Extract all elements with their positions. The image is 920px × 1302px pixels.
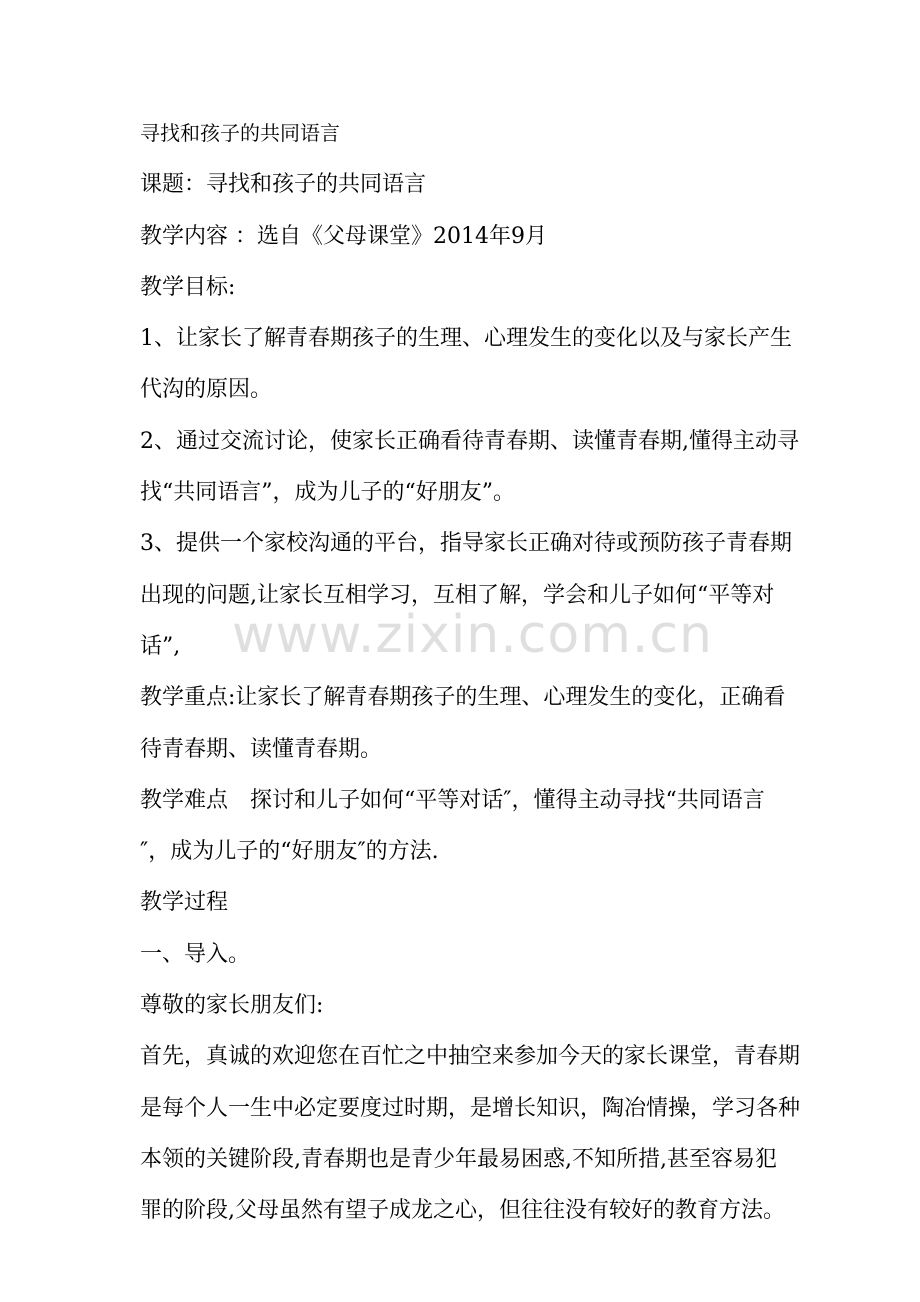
document-title: 寻找和孩子的共同语言	[140, 121, 340, 145]
goals-heading: 教学目标:	[140, 274, 236, 300]
key-point-line-2: 待青春期、读懂青春期。	[140, 736, 383, 762]
goal-2-line-2: 找“共同语言”，成为儿子的“好朋友”。	[140, 480, 515, 506]
goal-2-line-1: 2、通过交流讨论，使家长正确看待青春期、读懂青春期,懂得主动寻	[140, 428, 799, 454]
watermark: www.zixin.com.cn	[232, 605, 713, 665]
goal-1-line-2: 代沟的原因。	[140, 377, 273, 403]
difficulty-line-1: 教学难点 探讨和儿子如何“平等对话″，懂得主动寻找“共同语言	[140, 787, 765, 813]
goal-1-line-1: 1、让家长了解青春期孩子的生理、心理发生的变化以及与家长产生	[140, 326, 792, 352]
difficulty-line-2: ″，成为儿子的“好朋友″的方法.	[140, 839, 439, 865]
paragraph-line-4: 罪的阶段,父母虽然有望子成龙之心，但往往没有较好的教育方法。	[140, 1198, 785, 1224]
section-1-heading: 一、导入。	[140, 941, 251, 967]
topic-line: 课题：寻找和孩子的共同语言	[140, 172, 427, 198]
content-line: 教学内容 ：选自《父母课堂》2014年9月	[140, 223, 547, 249]
document-body	[140, 118, 801, 1227]
greeting-line: 尊敬的家长朋友们:	[140, 993, 324, 1019]
process-heading: 教学过程	[140, 890, 229, 916]
goal-3-line-2: 出现的问题,让家长互相学习，互相了解，学会和儿子如何“平等对	[140, 582, 775, 608]
paragraph-line-3: 本领的关键阶段,青春期也是青少年最易困惑,不知所措,甚至容易犯	[140, 1146, 777, 1172]
key-point-line-1: 教学重点:让家长了解青春期孩子的生理、心理发生的变化，正确看	[140, 685, 786, 711]
paragraph-line-2: 是每个人一生中必定要度过时期，是增长知识，陶冶情操，学习各种	[140, 1095, 801, 1121]
goal-3-line-1: 3、提供一个家校沟通的平台，指导家长正确对待或预防孩子青春期	[140, 531, 792, 557]
goal-3-line-3: 话”,	[140, 633, 181, 659]
paragraph-line-1: 首先，真诚的欢迎您在百忙之中抽空来参加今天的家长课堂，青春期	[140, 1044, 801, 1070]
